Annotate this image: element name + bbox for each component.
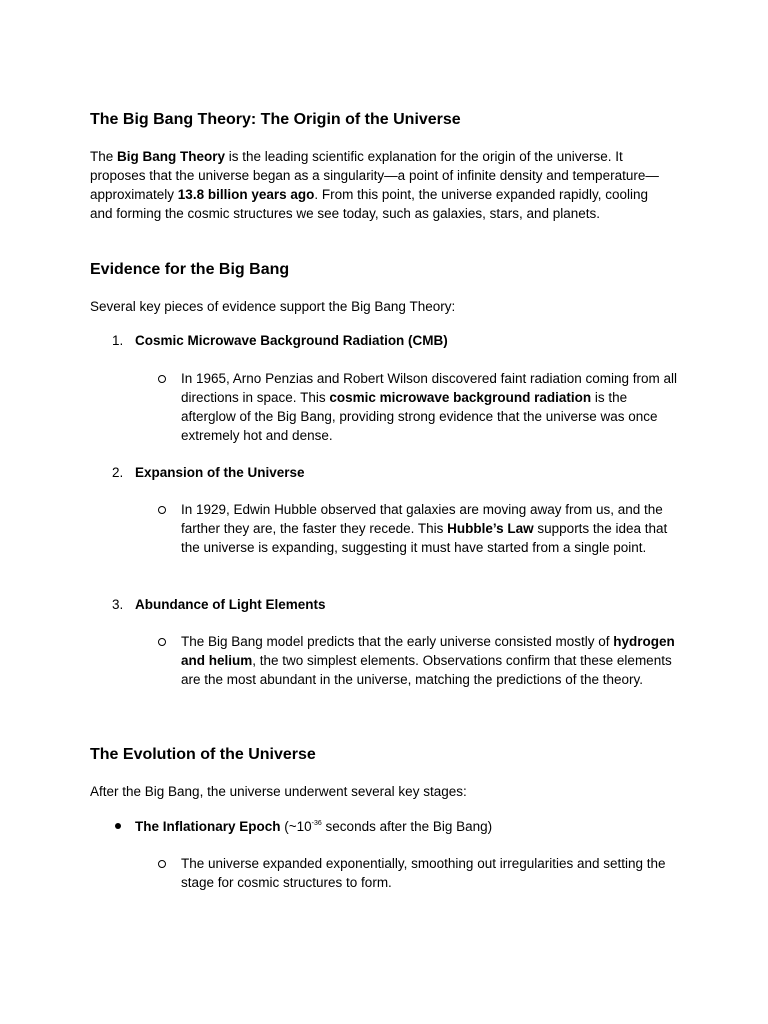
detail-bold: Hubble’s Law (447, 521, 534, 536)
detail-bold: hydrogen and helium (181, 634, 675, 668)
evidence-item-title: Expansion of the Universe (135, 465, 305, 480)
intro-text-3: . From this point, the universe expanded rapidly, cooling and forming the cosmic structures we see today, such as galaxies, stars, and planets. (90, 187, 649, 221)
epoch-pre: (~10 (280, 819, 312, 834)
epoch-item (135, 817, 492, 836)
document-title: The Big Bang Theory: The Origin of the Universe (90, 111, 461, 128)
intro-text-1: The (90, 149, 118, 164)
evolution-heading: The Evolution of the Universe (90, 746, 316, 763)
intro-bold-2: 13.8 billion years ago (177, 187, 315, 202)
epoch-label: The Inflationary Epoch (135, 819, 281, 834)
evidence-heading: Evidence for the Big Bang (90, 261, 290, 278)
intro-paragraph (90, 147, 670, 223)
epoch-exponent: -36 (311, 820, 322, 827)
list-number: 1. (112, 333, 124, 348)
detail-text: The Big Bang model predicts that the early universe consisted mostly of (181, 634, 614, 649)
evidence-item-title: Abundance of Light Elements (135, 597, 326, 612)
hollow-bullet-icon (158, 860, 166, 868)
intro-text-2: is the leading scientific explanation for the origin of the universe. It proposes that the universe began as a singularity—a point of infinite density and temperature—approximately (90, 149, 659, 202)
epoch-detail: The universe expanded exponentially, smoothing out irregularities and setting the stage for cosmic structures to form. (181, 856, 666, 890)
detail-text: , the two simplest elements. Observations confirm that these elements are the most abundant in the universe, matching the predictions of the theory. (181, 653, 672, 687)
epoch-post: seconds after the Big Bang) (321, 819, 493, 834)
detail-text: In 1929, Edwin Hubble observed that galaxies are moving away from us, and the farther they are, the faster they recede. This (181, 502, 663, 536)
evidence-item-title: Cosmic Microwave Background Radiation (CMB) (135, 333, 448, 348)
hollow-bullet-icon (158, 506, 166, 514)
list-number: 2. (112, 465, 124, 480)
hollow-bullet-icon (158, 375, 166, 383)
filled-bullet-icon (115, 823, 121, 829)
evidence-item-detail (181, 632, 681, 689)
evidence-item-detail (181, 369, 681, 445)
evolution-lead: After the Big Bang, the universe underwent several key stages: (90, 784, 467, 799)
evidence-lead: Several key pieces of evidence support the Big Bang Theory: (90, 299, 456, 314)
detail-text: In 1965, Arno Penzias and Robert Wilson discovered faint radiation coming from all directions in space. This (181, 371, 678, 405)
evidence-item-detail (181, 500, 681, 557)
list-number: 3. (112, 597, 124, 612)
detail-bold: cosmic microwave background radiation (329, 390, 592, 405)
intro-bold-1: Big Bang Theory (117, 149, 226, 164)
detail-text: is the afterglow of the Big Bang, providing strong evidence that the universe was once extremely hot and dense. (181, 390, 658, 443)
hollow-bullet-icon (158, 638, 166, 646)
detail-text: supports the idea that the universe is expanding, suggesting it must have started from a single point. (181, 521, 668, 555)
